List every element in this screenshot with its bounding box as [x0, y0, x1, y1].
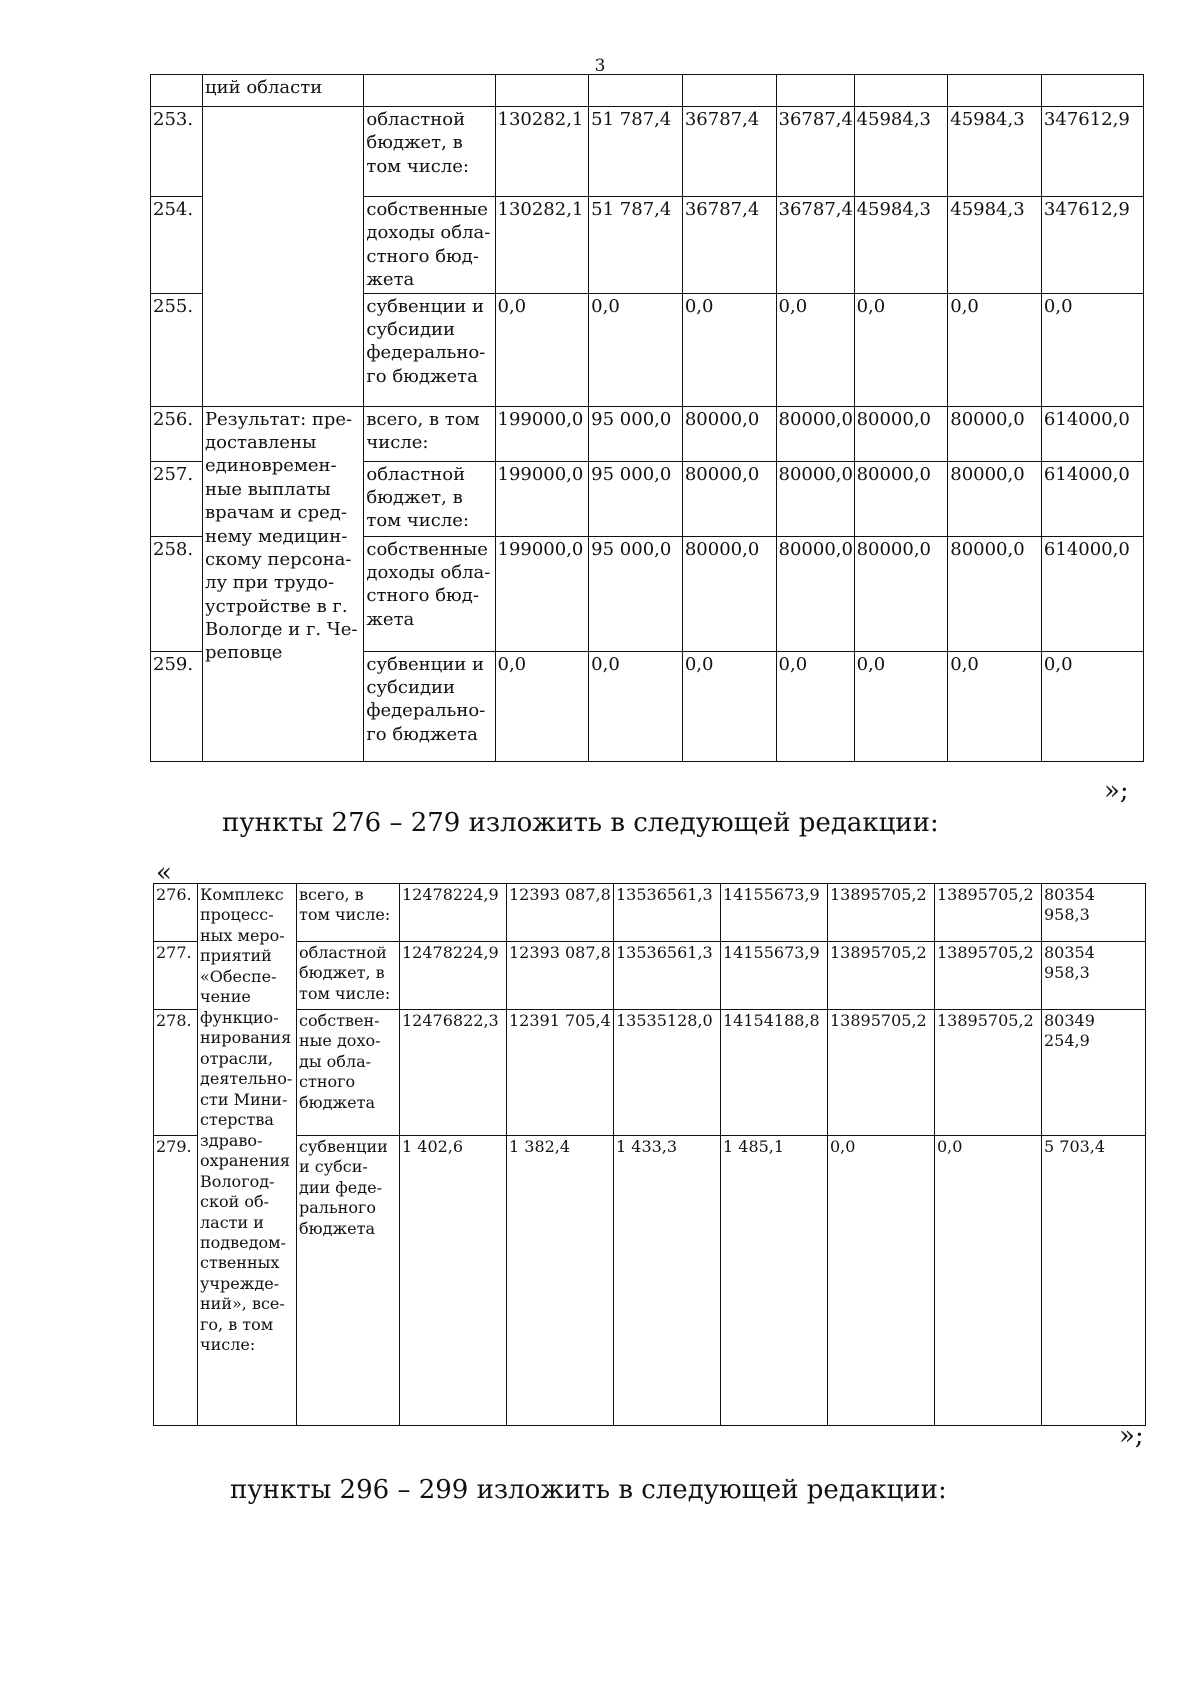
amount-cell: 13536561,3	[614, 942, 721, 1010]
funding-source: областной бюджет, в том числе:	[364, 107, 495, 197]
amount-cell: 199000,0	[495, 406, 589, 461]
group-label: Результат: пре-доставлены единовремен-ные выплаты врачам и сред-нему медицин-скому персона-лу при трудо-устройстве в г. Вологде и г. Че-реповце	[203, 406, 364, 761]
table-row	[151, 75, 1144, 107]
funding-source: областной бюджет, в том числе:	[364, 461, 495, 536]
funding-source: собственные доходы облa-стного бюд-жета	[364, 197, 495, 294]
amount-cell: 347612,9	[1041, 197, 1143, 294]
row-number: 254.	[151, 197, 203, 294]
amount-cell: 13535128,0	[614, 1010, 721, 1136]
section-heading: пункты 276 – 279 изложить в следующей редакции:	[222, 808, 939, 838]
row-number: 253.	[151, 107, 203, 197]
closing-quote: »;	[1104, 776, 1129, 806]
table-cell	[948, 75, 1042, 107]
amount-cell: 80000,0	[682, 406, 776, 461]
amount-cell: 347612,9	[1041, 107, 1143, 197]
amount-cell: 80000,0	[776, 406, 854, 461]
row-number: 257.	[151, 461, 203, 536]
amount-cell: 614000,0	[1041, 461, 1143, 536]
amount-cell: 80354 958,3	[1042, 884, 1146, 942]
row-number: 276.	[154, 884, 198, 942]
amount-cell: 0,0	[948, 651, 1042, 761]
amount-cell: 0,0	[948, 293, 1042, 406]
amount-cell: 130282,1	[495, 197, 589, 294]
funding-source: субвенции и субсидии федерально-го бюджета	[364, 651, 495, 761]
amount-cell: 0,0	[589, 651, 683, 761]
amount-cell: 1 485,1	[721, 1136, 828, 1426]
amount-cell: 13895705,2	[935, 884, 1042, 942]
closing-quote: »;	[1119, 1421, 1144, 1451]
amount-cell: 36787,4	[776, 197, 854, 294]
amount-cell: 199000,0	[495, 461, 589, 536]
amount-cell: 80000,0	[948, 536, 1042, 651]
amount-cell: 45984,3	[854, 197, 948, 294]
amount-cell: 14155673,9	[721, 942, 828, 1010]
amount-cell: 0,0	[935, 1136, 1042, 1426]
amount-cell: 0,0	[828, 1136, 935, 1426]
amount-cell: 199000,0	[495, 536, 589, 651]
amount-cell: 36787,4	[776, 107, 854, 197]
amount-cell: 0,0	[589, 293, 683, 406]
amount-cell: 80000,0	[776, 536, 854, 651]
table-row	[154, 1010, 1146, 1136]
page-number: 3	[594, 56, 606, 76]
table-cell	[682, 75, 776, 107]
funding-source: собственные доходы облa-стного бюд-жета	[364, 536, 495, 651]
amount-cell: 12393 087,8	[507, 942, 614, 1010]
amount-cell: 1 433,3	[614, 1136, 721, 1426]
amount-cell: 0,0	[682, 651, 776, 761]
amount-cell: 12393 087,8	[507, 884, 614, 942]
amount-cell: 0,0	[682, 293, 776, 406]
amount-cell: 12476822,3	[400, 1010, 507, 1136]
row-number: 278.	[154, 1010, 198, 1136]
table-row	[154, 942, 1146, 1010]
funding-source: областной бюджет, в том числе:	[297, 942, 400, 1010]
amount-cell: 14154188,8	[721, 1010, 828, 1136]
table-cell	[854, 75, 948, 107]
amount-cell: 80000,0	[854, 406, 948, 461]
amount-cell: 0,0	[776, 293, 854, 406]
amount-cell: 36787,4	[682, 197, 776, 294]
amount-cell: 13895705,2	[828, 1010, 935, 1136]
amount-cell: 14155673,9	[721, 884, 828, 942]
amount-cell: 95 000,0	[589, 406, 683, 461]
amount-cell: 51 787,4	[589, 197, 683, 294]
amount-cell: 0,0	[495, 293, 589, 406]
row-number: 255.	[151, 293, 203, 406]
funding-source: всего, в том числе:	[364, 406, 495, 461]
amount-cell: 13895705,2	[935, 1010, 1042, 1136]
amount-cell: 12478224,9	[400, 884, 507, 942]
amount-cell: 51 787,4	[589, 107, 683, 197]
table-cell	[1041, 75, 1143, 107]
amount-cell: 45984,3	[948, 197, 1042, 294]
row-number: 258.	[151, 536, 203, 651]
table-cell	[589, 75, 683, 107]
table-cell	[364, 75, 495, 107]
amount-cell: 80354 958,3	[1042, 942, 1146, 1010]
section-heading: пункты 296 – 299 изложить в следующей редакции:	[230, 1475, 947, 1505]
amount-cell: 130282,1	[495, 107, 589, 197]
amount-cell: 614000,0	[1041, 536, 1143, 651]
row-number: 279.	[154, 1136, 198, 1426]
amount-cell: 0,0	[495, 651, 589, 761]
table-row	[154, 884, 1146, 942]
table-row	[151, 406, 1144, 461]
row-number: 259.	[151, 651, 203, 761]
amount-cell: 13895705,2	[935, 942, 1042, 1010]
table-cell	[151, 75, 203, 107]
amount-cell: 80000,0	[854, 461, 948, 536]
amount-cell: 80000,0	[682, 536, 776, 651]
amount-cell: 36787,4	[682, 107, 776, 197]
amount-cell: 0,0	[776, 651, 854, 761]
amount-cell: 80349 254,9	[1042, 1010, 1146, 1136]
budget-table-1	[150, 74, 1144, 762]
table-row	[154, 1136, 1146, 1426]
amount-cell: 45984,3	[854, 107, 948, 197]
amount-cell: 80000,0	[948, 461, 1042, 536]
amount-cell: 0,0	[1041, 293, 1143, 406]
row-number: 277.	[154, 942, 198, 1010]
amount-cell: 1 402,6	[400, 1136, 507, 1426]
funding-source: всего, в том числе:	[297, 884, 400, 942]
opening-quote: «	[156, 858, 172, 888]
amount-cell: 95 000,0	[589, 536, 683, 651]
table-cell	[495, 75, 589, 107]
amount-cell: 0,0	[854, 293, 948, 406]
amount-cell: 45984,3	[948, 107, 1042, 197]
group-label-fragment: ций области	[203, 75, 364, 107]
table-cell	[776, 75, 854, 107]
amount-cell: 1 382,4	[507, 1136, 614, 1426]
amount-cell: 80000,0	[682, 461, 776, 536]
amount-cell: 614000,0	[1041, 406, 1143, 461]
amount-cell: 95 000,0	[589, 461, 683, 536]
amount-cell: 80000,0	[948, 406, 1042, 461]
group-label	[203, 107, 364, 407]
amount-cell: 13536561,3	[614, 884, 721, 942]
amount-cell: 80000,0	[776, 461, 854, 536]
amount-cell: 12391 705,4	[507, 1010, 614, 1136]
amount-cell: 13895705,2	[828, 884, 935, 942]
funding-source: субвенции и субси-дии феде-рального бюджета	[297, 1136, 400, 1426]
amount-cell: 5 703,4	[1042, 1136, 1146, 1426]
funding-source: собствен-ные дохо-ды обла-стного бюджета	[297, 1010, 400, 1136]
group-label: Комплекс процесс-ных меро-приятий «Обеспе-чение функцио-нирования отрасли, деятельно-сти Мини-стерства здраво-охранения Вологод-ской об-ласти и подведом-ственных учрежде-ний», все-го, в том числе:	[198, 884, 297, 1426]
amount-cell: 80000,0	[854, 536, 948, 651]
amount-cell: 13895705,2	[828, 942, 935, 1010]
amount-cell: 12478224,9	[400, 942, 507, 1010]
amount-cell: 0,0	[854, 651, 948, 761]
funding-source: субвенции и субсидии федерально-го бюджета	[364, 293, 495, 406]
budget-table-2	[153, 883, 1146, 1426]
row-number: 256.	[151, 406, 203, 461]
table-row	[151, 107, 1144, 197]
amount-cell: 0,0	[1041, 651, 1143, 761]
